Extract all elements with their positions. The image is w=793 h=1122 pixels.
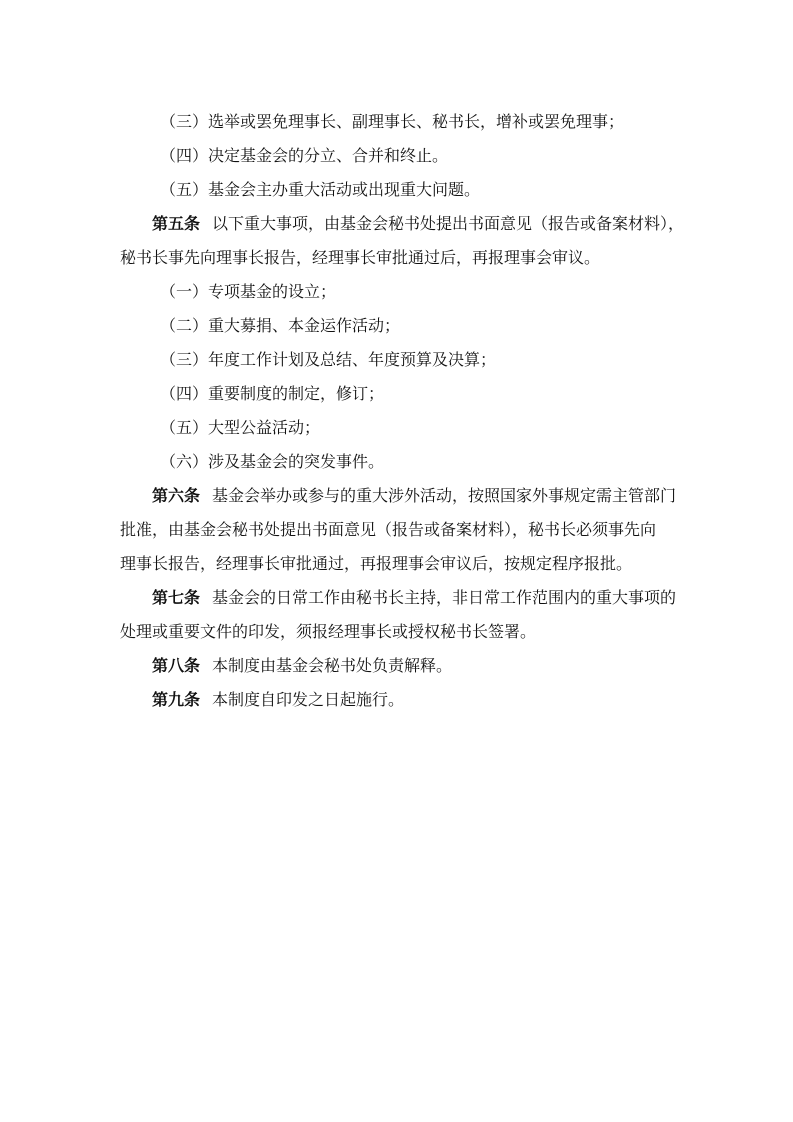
article-text: 本制度自印发之日起施行。 <box>212 690 405 709</box>
list-item: （三）选举或罢免理事长、副理事长、秘书长，增补或罢免理事； <box>160 112 625 131</box>
article-label: 第八条 <box>152 656 201 675</box>
article-text: 基金会的日常工作由秘书长主持，非日常工作范围内的重大事项的 <box>212 588 677 607</box>
article-label: 第六条 <box>152 486 201 505</box>
list-item: （六）涉及基金会的突发事件。 <box>160 452 385 471</box>
paragraph-line: 处理或重要文件的印发，须报经理事长或授权秘书长签署。 <box>120 622 537 641</box>
article-7-line <box>120 581 676 615</box>
document-body <box>120 105 685 717</box>
article-text: 以下重大事项，由基金会秘书处提出书面意见（报告或备案材料）， <box>212 214 685 233</box>
paragraph-line: 理事长报告，经理事长审批通过，再报理事会审议后，按规定程序报批。 <box>120 554 633 573</box>
list-item: （五）基金会主办重大活动或出现重大问题。 <box>160 180 481 199</box>
article-6-line <box>120 479 676 513</box>
paragraph-line: 批准，由基金会秘书处提出书面意见（报告或备案材料），秘书长必须事先向 <box>120 520 657 539</box>
article-label: 第五条 <box>152 214 201 233</box>
article-label: 第九条 <box>152 690 201 709</box>
article-label: 第七条 <box>152 588 201 607</box>
article-8-line <box>120 649 676 683</box>
article-text: 基金会举办或参与的重大涉外活动，按照国家外事规定需主管部门 <box>212 486 677 505</box>
list-item: （五）大型公益活动； <box>160 418 321 437</box>
article-5-line <box>120 207 685 241</box>
list-item: （一）专项基金的设立； <box>160 282 337 301</box>
list-item: （四）重要制度的制定，修订； <box>160 384 385 403</box>
list-item: （四）决定基金会的分立、合并和终止。 <box>160 146 449 165</box>
article-text: 本制度由基金会秘书处负责解释。 <box>212 656 453 675</box>
list-item: （二）重大募捐、本金运作活动； <box>160 316 401 335</box>
article-9-line <box>120 683 676 717</box>
paragraph-line: 秘书长事先向理事长报告，经理事长审批通过后，再报理事会审议。 <box>120 248 601 267</box>
list-item: （三）年度工作计划及总结、年度预算及决算； <box>160 350 497 369</box>
